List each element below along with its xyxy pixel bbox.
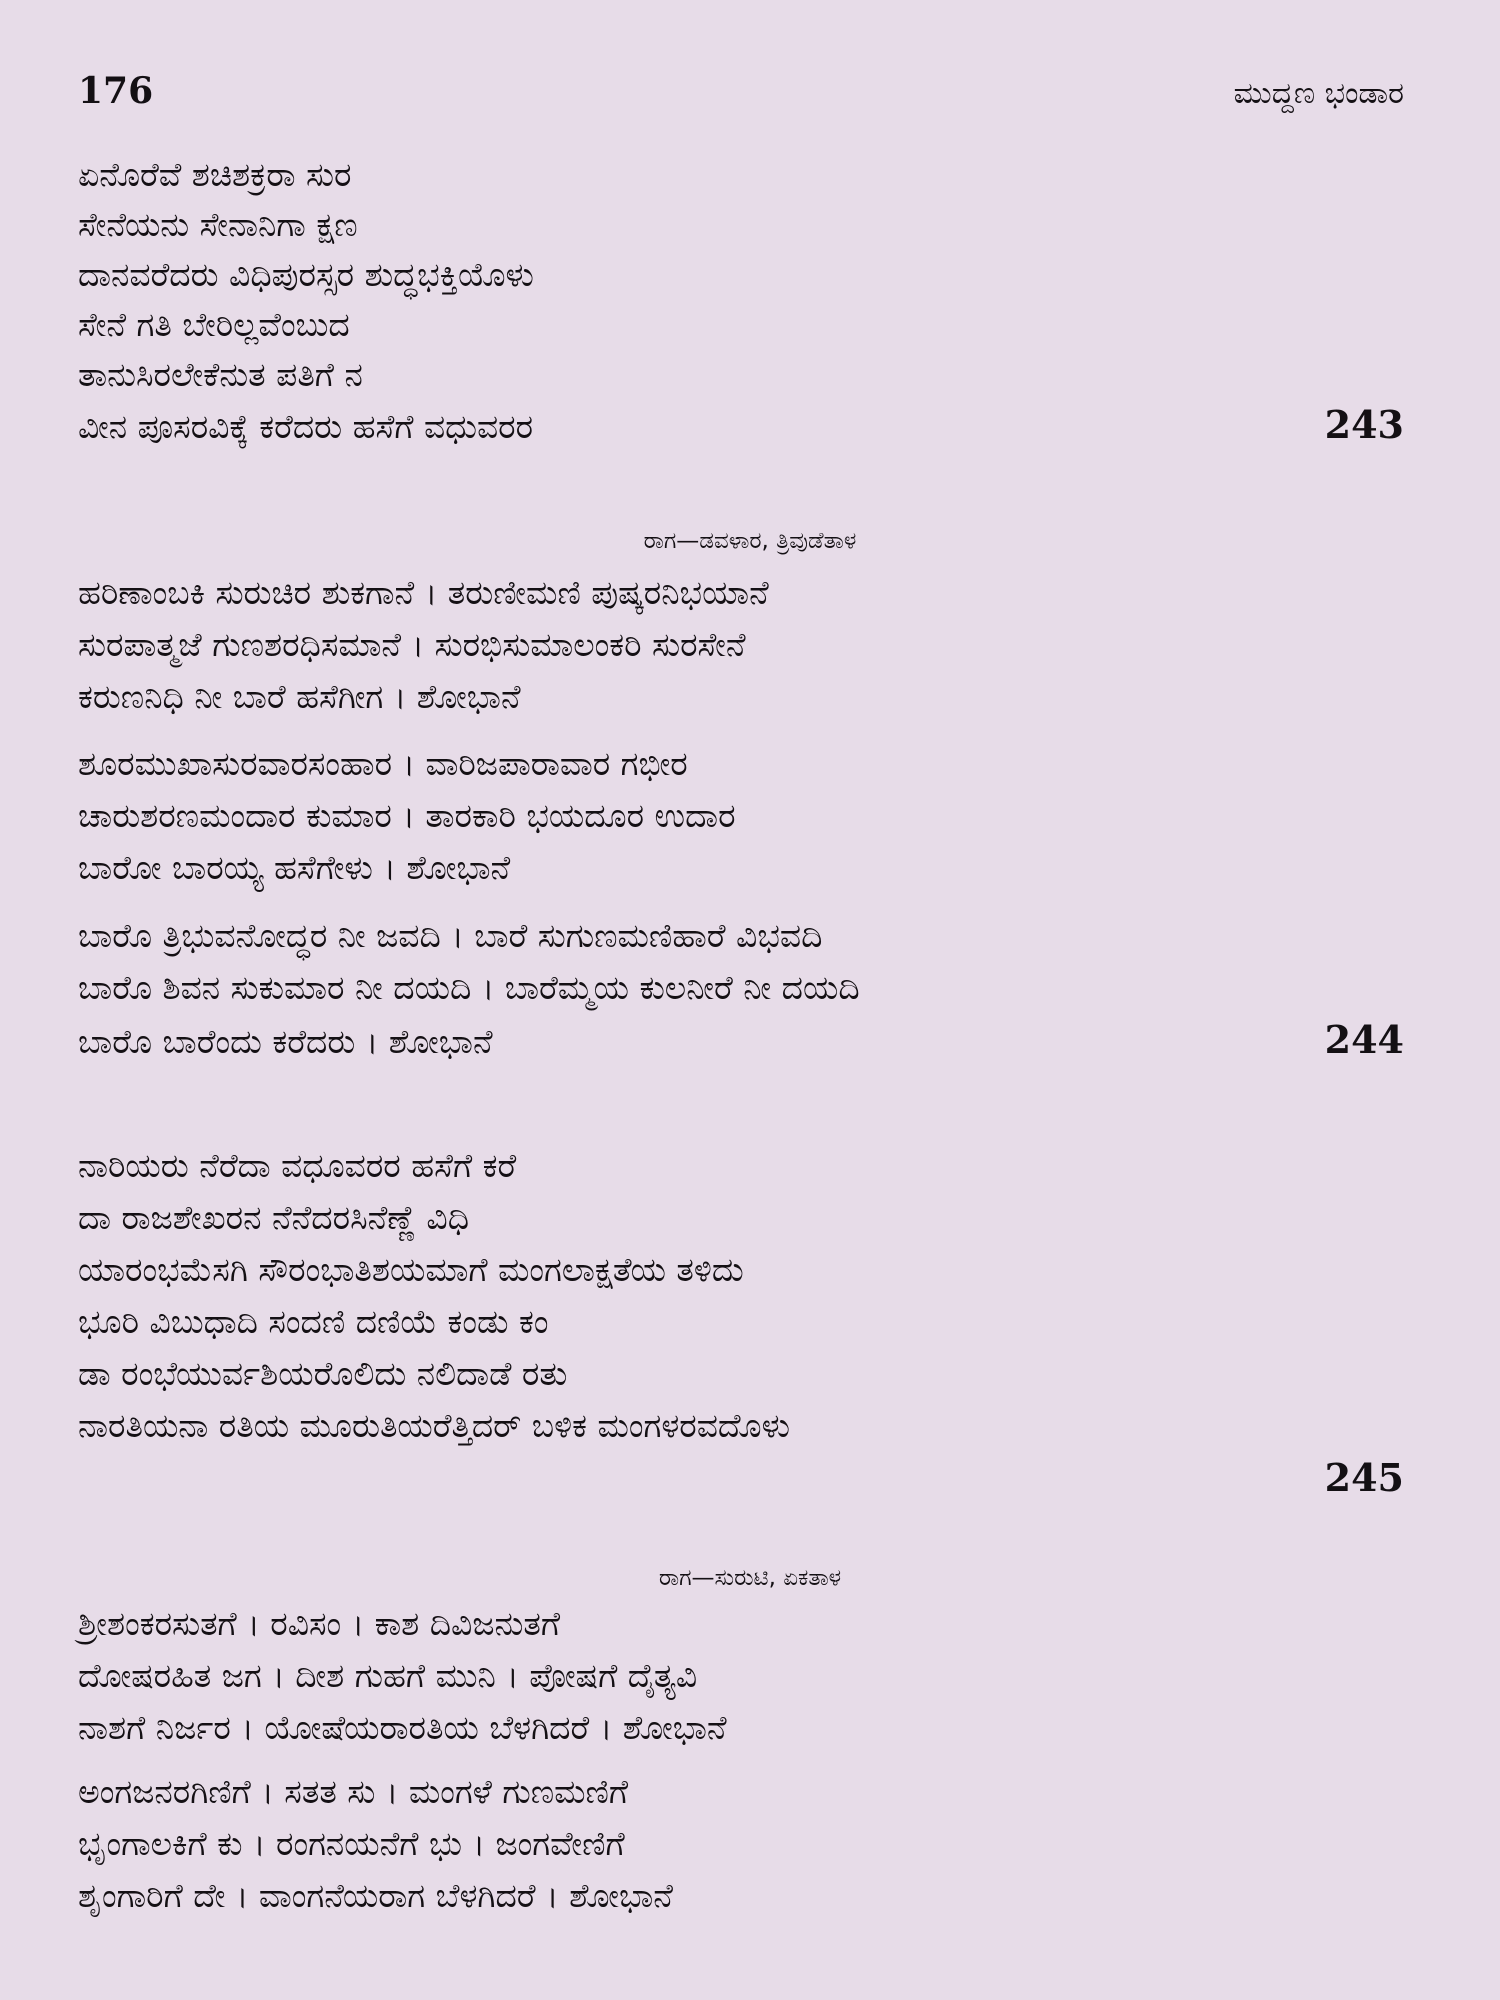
verse-number: 243 bbox=[1324, 402, 1404, 447]
verse-line: ಸುರಪಾತ್ಮಜೆ ಗುಣಶರಧಿಸಮಾನೆ । ಸುರಭಿಸುಮಾಲಂಕರಿ ಸುರಸೇನೆ bbox=[78, 625, 746, 664]
verse-line: ದಾನವರೆದರು ವಿಧಿಪುರಸ್ಸರ ಶುದ್ಧಭಕ್ತಿಯೊಳು bbox=[78, 255, 534, 294]
page-header bbox=[78, 70, 1404, 112]
verse-line: ಬಾರೊ ತ್ರಿಭುವನೋದ್ಧರ ನೀ ಜವದಿ । ಬಾರೆ ಸುಗುಣಮಣಿಹಾರೆ ವಿಭವದಿ bbox=[78, 916, 823, 955]
verse-line: ನಾರಿಯರು ನೆರೆದಾ ವಧೂವರರ ಹಸೆಗೆ ಕರೆ bbox=[78, 1146, 517, 1185]
verse-line: ಶೂರಮುಖಾಸುರವಾರಸಂಹಾರ । ವಾರಿಜಪಾರಾವಾರ ಗಭೀರ bbox=[78, 744, 688, 783]
verse-245 bbox=[78, 1140, 1404, 1504]
raga-heading: ರಾಗ—ಡವಳಾರ, ತ್ರಿವುಡೆತಾಳ bbox=[643, 528, 857, 554]
verse-line: ನಾಶಗೆ ನಿರ್ಜರ । ಯೋಷೆಯರಾರತಿಯ ಬೆಳಗಿದರೆ । ಶೋಭಾನೆ bbox=[78, 1708, 727, 1747]
verse-line: ಭೂರಿ ವಿಬುಧಾದಿ ಸಂದಣಿ ದಣಿಯೆ ಕಂಡು ಕಂ bbox=[78, 1302, 549, 1341]
verse-line: ಸೇನೆಯನು ಸೇನಾನಿಗಾ ಕ್ಷಣ bbox=[78, 205, 358, 244]
verse-line: ಚಾರುಶರಣಮಂದಾರ ಕುಮಾರ । ತಾರಕಾರಿ ಭಯದೂರ ಉದಾರ bbox=[78, 796, 736, 835]
running-title: ಮುದ್ದಣ ಭಂಡಾರ bbox=[1233, 76, 1404, 111]
verse-line: ಬಾರೊ ಬಾರೆಂದು ಕರೆದರು । ಶೋಭಾನೆ bbox=[78, 1022, 493, 1061]
verse-line: ಸೇನೆ ಗತಿ ಬೇರಿಲ್ಲವೆಂಬುದ bbox=[78, 305, 350, 344]
verse-246-part-1 bbox=[78, 1598, 1404, 1754]
raga-heading: ರಾಗ—ಸುರುಟಿ, ಏಕತಾಳ bbox=[658, 1565, 842, 1591]
verse-line: ಅಂಗಜನರಗಿಣಿಗೆ । ಸತತ ಸು । ಮಂಗಳೆ ಗುಣಮಣಿಗೆ bbox=[78, 1772, 629, 1811]
verse-line: ಶೃಂಗಾರಿಗೆ ದೇ । ವಾಂಗನೆಯರಾಗ ಬೆಳಗಿದರೆ । ಶೋಭಾನೆ bbox=[78, 1876, 673, 1915]
verse-line: ಶ್ರೀಶಂಕರಸುತಗೆ । ರವಿಸಂ । ಕಾಶ ದಿವಿಜನುತಗೆ bbox=[78, 1604, 561, 1643]
verse-last-line bbox=[78, 1014, 1404, 1066]
verse-line: ಡಾ ರಂಭೆಯುರ್ವಶಿಯರೊಲಿದು ನಲಿದಾಡೆ ರತು bbox=[78, 1354, 568, 1393]
verse-243 bbox=[78, 150, 1404, 450]
verse-line: ಕರುಣನಿಧಿ ನೀ ಬಾರೆ ಹಸೆಗೀಗ । ಶೋಭಾನೆ bbox=[78, 677, 521, 716]
verse-last-line bbox=[78, 400, 1404, 450]
verse-line: ದೋಷರಹಿತ ಜಗ । ದೀಶ ಗುಹಗೆ ಮುನಿ । ಪೋಷಗೆ ದೈತ್ಯವಿ bbox=[78, 1656, 698, 1695]
verse-line: ತಾನುಸಿರಲೇಕೆನುತ ಪತಿಗೆ ನ bbox=[78, 355, 363, 394]
verse-line: ವೀನ ಪೂಸರವಿಕ್ಕೆ ಕರೆದರು ಹಸೆಗೆ ವಧುವರರ bbox=[78, 407, 534, 446]
verse-244-part-3 bbox=[78, 910, 1404, 1066]
verse-number: 245 bbox=[1324, 1455, 1404, 1500]
verse-line: ಬಾರೊ ಶಿವನ ಸುಕುಮಾರ ನೀ ದಯದಿ । ಬಾರೆಮ್ಮಯ ಕುಲನೀರೆ ನೀ ದಯದಿ bbox=[78, 968, 860, 1007]
verse-244-part-1 bbox=[78, 567, 1404, 723]
verse-line: ನಾರತಿಯನಾ ರತಿಯ ಮೂರುತಿಯರೆತ್ತಿದರ್ ಬಳಿಕ ಮಂಗಳರವದೊಳು bbox=[78, 1406, 790, 1445]
verse-line: ಏನೊರೆವೆ ಶಚಿಶಕ್ರರಾ ಸುರ bbox=[78, 155, 352, 194]
verse-number-line bbox=[78, 1452, 1404, 1504]
verse-line: ಭೃಂಗಾಲಕಿಗೆ ಕು । ರಂಗನಯನೆಗೆ ಭು । ಜಂಗವೇಣಿಗೆ bbox=[78, 1824, 625, 1863]
verse-246-part-2 bbox=[78, 1766, 1404, 1922]
page-number: 176 bbox=[78, 70, 154, 112]
verse-244-part-2 bbox=[78, 738, 1404, 894]
verse-line: ಹರಿಣಾಂಬಕಿ ಸುರುಚಿರ ಶುಕಗಾನೆ । ತರುಣೀಮಣಿ ಪುಷ್ಕರನಿಭಯಾನೆ bbox=[78, 573, 769, 612]
verse-number: 244 bbox=[1324, 1017, 1404, 1062]
verse-line: ದಾ ರಾಜಶೇಖರನ ನೆನೆದರಸಿನೆಣ್ಣೆ ವಿಧಿ bbox=[78, 1198, 470, 1237]
verse-line: ಬಾರೋ ಬಾರಯ್ಯ ಹಸೆಗೇಳು । ಶೋಭಾನೆ bbox=[78, 848, 511, 887]
verse-line: ಯಾರಂಭಮೆಸಗಿ ಸೌರಂಭಾತಿಶಯಮಾಗೆ ಮಂಗಲಾಕ್ಷತೆಯ ತಳಿದು bbox=[78, 1250, 744, 1289]
